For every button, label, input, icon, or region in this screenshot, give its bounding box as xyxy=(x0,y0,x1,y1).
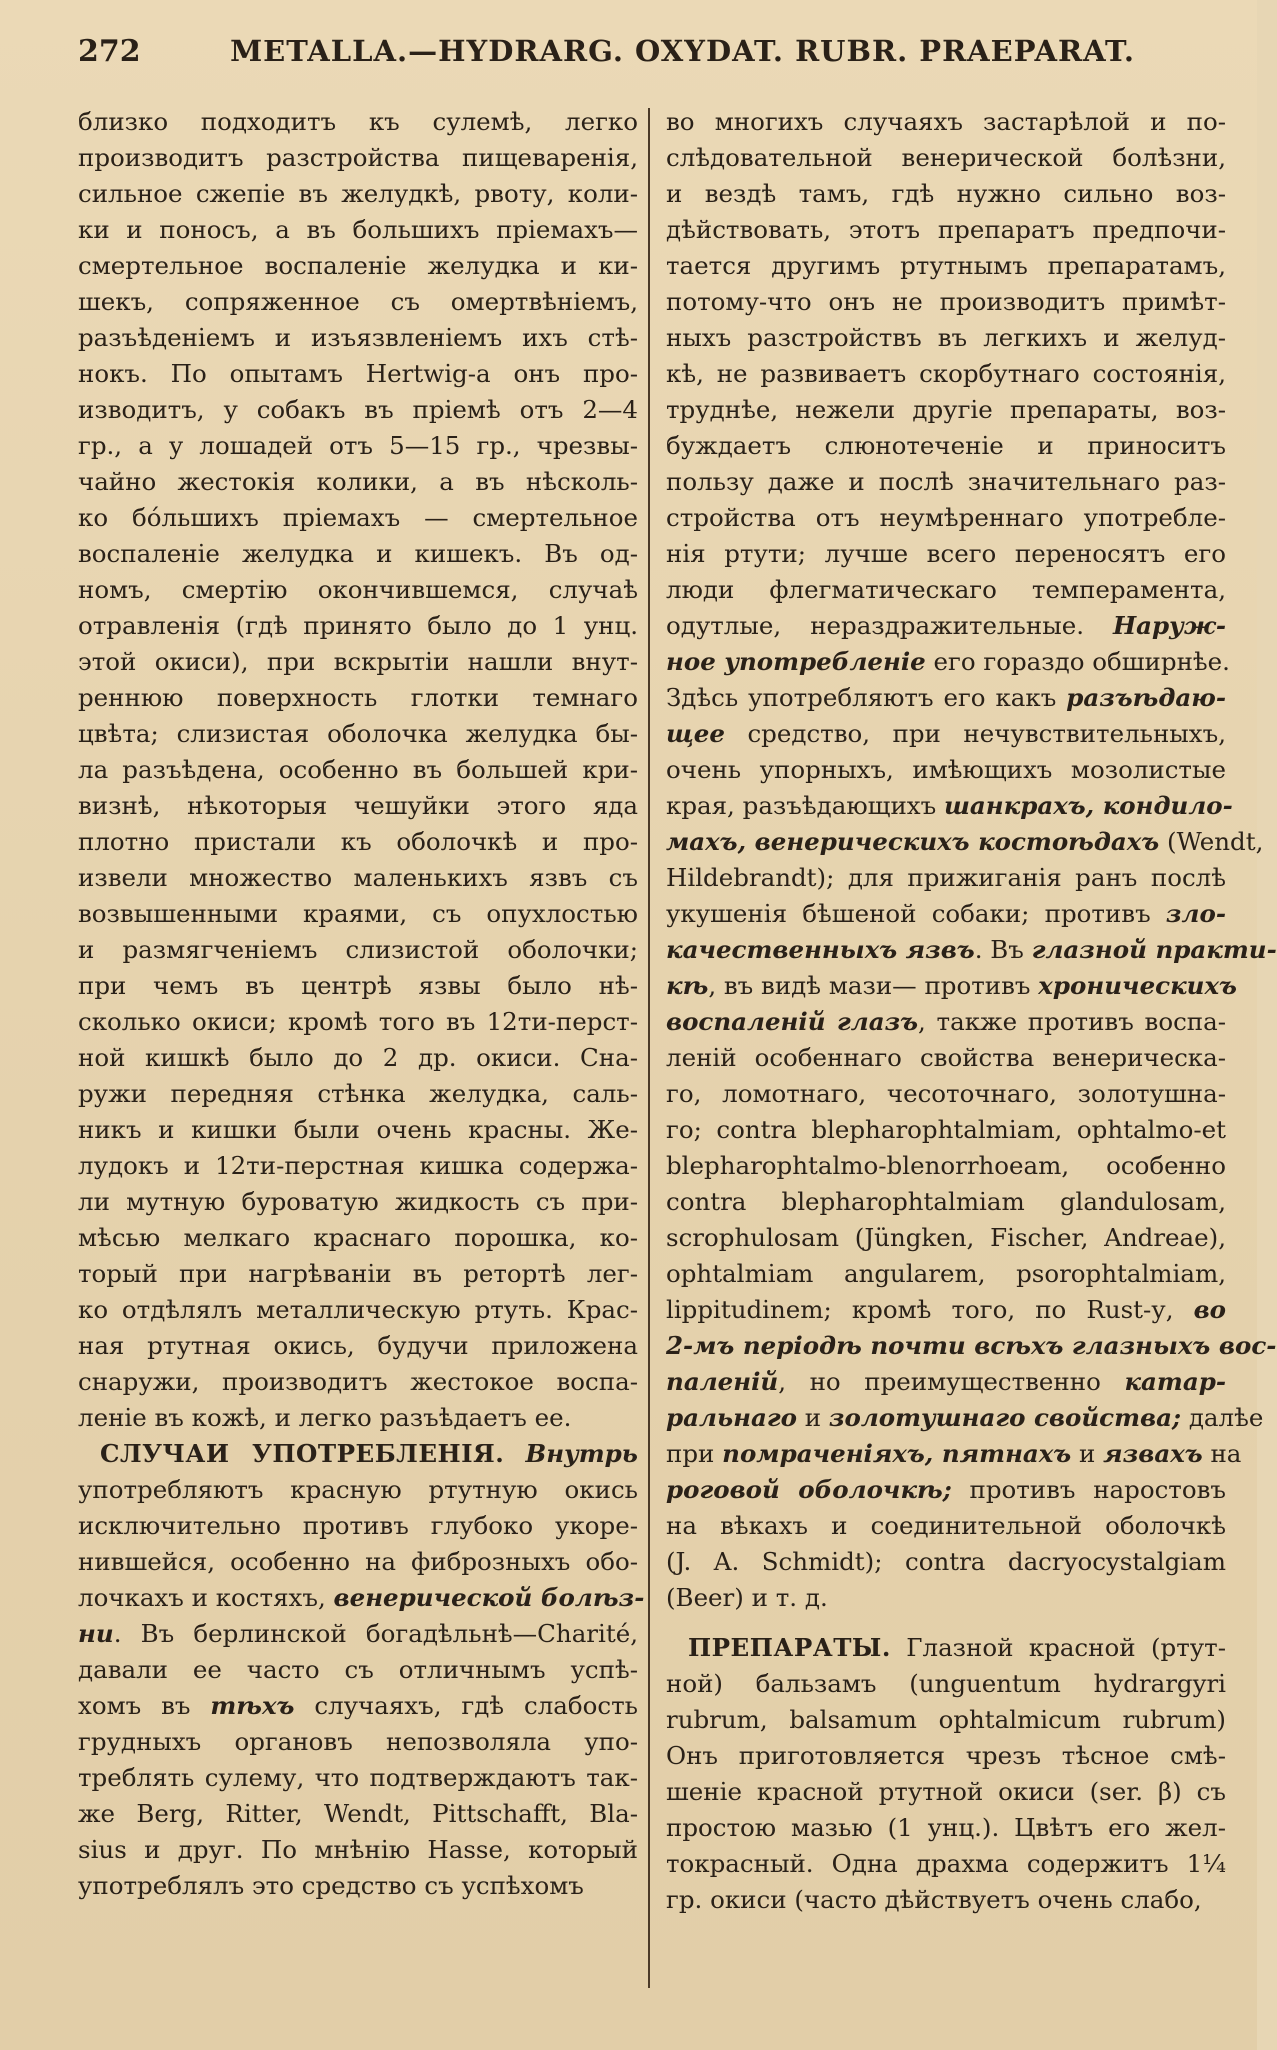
text-line xyxy=(78,1364,638,1400)
text-run: лочкахъ и костяхъ, xyxy=(78,1583,334,1612)
text-line xyxy=(78,788,638,824)
text-line xyxy=(666,500,1226,536)
text-run: тается другимъ ртутнымъ препаратамъ, xyxy=(666,251,1226,280)
text-run: употреблялъ это средство съ успѣхомъ xyxy=(78,1871,584,1900)
text-line xyxy=(666,572,1226,608)
text-line xyxy=(666,464,1226,500)
text-run: чайно жестокія колики, а въ нѣсколь- xyxy=(78,467,638,496)
text-line xyxy=(78,320,638,356)
text-line xyxy=(666,1148,1226,1184)
text-line xyxy=(666,1846,1226,1882)
text-run: (Beer) и т. д. xyxy=(666,1583,828,1612)
section-heading: СЛУЧАИ УПОТРЕБЛЕНІЯ. xyxy=(100,1439,505,1468)
text-line xyxy=(666,1702,1226,1738)
text-run: никъ и кишки были очень красны. Же- xyxy=(78,1115,638,1144)
emphasis-text: зло- xyxy=(1165,899,1226,928)
text-run: ко бóльшихъ пріемахъ — смертельное xyxy=(78,503,638,532)
text-run: гр. окиси (часто дѣйствуетъ очень слабо, xyxy=(666,1885,1202,1914)
text-run: далѣе xyxy=(1181,1403,1264,1432)
emphasis-text: качественныхъ язвъ xyxy=(666,935,975,964)
emphasis-text: Внутрь xyxy=(525,1439,638,1468)
text-run: нія ртути; лучше всего переносятъ его xyxy=(666,539,1226,568)
text-line xyxy=(666,752,1226,788)
text-line xyxy=(78,1616,638,1652)
text-line xyxy=(666,1666,1226,1702)
text-run: (Wendt, xyxy=(1159,827,1264,856)
text-run xyxy=(504,1439,525,1468)
emphasis-text: 2-мъ періодѣ почти всѣхъ глазныхъ вос- xyxy=(666,1331,1277,1360)
text-run: rubrum, balsamum ophtalmicum rubrum) xyxy=(666,1705,1226,1734)
paragraph-gap xyxy=(666,1616,1226,1630)
text-line xyxy=(78,1400,638,1436)
text-run: ная ртутная окись, будучи приложена xyxy=(78,1331,638,1360)
text-line xyxy=(666,1810,1226,1846)
text-line xyxy=(78,392,638,428)
text-run: труднѣе, нежели другіе препараты, воз- xyxy=(666,395,1226,424)
text-run: ophtalmiam angularem, psorophtalmiam, xyxy=(666,1259,1226,1288)
text-line xyxy=(666,140,1226,176)
text-run: кѣ, не развиваетъ скорбутнаго состоянія, xyxy=(666,359,1226,388)
text-line xyxy=(78,680,638,716)
emphasis-text: помраченіяхъ, пятнахъ xyxy=(722,1439,1072,1468)
text-run: (J. A. Schmidt); contra dacryocystalgiam xyxy=(666,1547,1226,1576)
text-run: на вѣкахъ и соединительной оболочкѣ xyxy=(666,1511,1226,1540)
text-line xyxy=(666,644,1230,680)
emphasis-text: щее xyxy=(666,719,725,748)
text-run: ла разъѣдена, особенно въ большей кри- xyxy=(78,755,638,784)
emphasis-text: шанкрахъ, кондило- xyxy=(943,791,1233,820)
text-run: го, ломотнаго, чесоточнаго, золотушна- xyxy=(666,1079,1226,1108)
text-run: sius и друг. По мнѣнію Hasse, который xyxy=(78,1835,638,1864)
text-run: и вездѣ тамъ, гдѣ нужно сильно воз- xyxy=(666,179,1226,208)
text-line xyxy=(78,1040,638,1076)
text-run: края, разъѣдающихъ xyxy=(666,791,944,820)
text-run: ружи передняя стѣнка желудка, саль- xyxy=(78,1079,638,1108)
text-line xyxy=(78,1868,638,1904)
page-header xyxy=(78,34,1187,82)
text-run: ки и поносъ, а въ большихъ пріемахъ— xyxy=(78,215,638,244)
text-line xyxy=(78,716,638,752)
text-run: Здѣсь употребляютъ его какъ xyxy=(666,683,1067,712)
text-line xyxy=(666,968,1237,1004)
emphasis-text: махъ, венерическихъ костоѣдахъ xyxy=(666,827,1160,856)
text-run: и xyxy=(796,1403,829,1432)
text-run: цвѣта; слизистая оболочка желудка бы- xyxy=(78,719,638,748)
text-line xyxy=(78,824,638,860)
text-line xyxy=(78,1688,638,1724)
emphasis-text: ное употребленіе xyxy=(666,647,926,676)
text-run: плотно пристали къ оболочкѣ и про- xyxy=(78,827,638,856)
text-run: ко отдѣлялъ металлическую ртуть. Крас- xyxy=(78,1295,638,1324)
text-run: треблять сулему, что подтверждаютъ так- xyxy=(78,1763,638,1792)
text-run: Онъ приготовляется чрезъ тѣсное смѣ- xyxy=(666,1741,1226,1770)
text-line xyxy=(78,1796,638,1832)
text-line xyxy=(666,680,1226,716)
text-run: противъ наростовъ xyxy=(951,1475,1226,1504)
text-line xyxy=(78,608,638,644)
text-run: contra blepharophtalmiam glandulosam, xyxy=(666,1187,1226,1216)
emphasis-text: Наруж- xyxy=(1113,611,1226,640)
text-line xyxy=(666,428,1226,464)
text-run: дѣйствовать, этотъ препаратъ предпочи- xyxy=(666,215,1226,244)
text-line xyxy=(78,752,638,788)
emphasis-text: ни xyxy=(78,1619,114,1648)
text-run: потому-что онъ не производитъ примѣт- xyxy=(666,287,1226,316)
text-line xyxy=(78,1832,638,1868)
text-run: при чемъ въ центрѣ язвы было нѣ- xyxy=(78,971,638,1000)
text-run: одутлые, нераздражительные. xyxy=(666,611,1114,640)
text-run: сильное сжепіе въ желудкѣ, рвоту, коли- xyxy=(78,179,638,208)
text-run: стройства отъ неумѣреннаго употребле- xyxy=(666,503,1226,532)
text-line xyxy=(666,1774,1226,1810)
text-line xyxy=(666,392,1226,428)
emphasis-text: тѣхъ xyxy=(210,1691,295,1720)
text-line xyxy=(666,104,1226,140)
emphasis-text: язвахъ xyxy=(1103,1439,1203,1468)
text-run: исключительно противъ глубоко укоре- xyxy=(78,1511,638,1540)
text-run: . Въ xyxy=(974,935,1032,964)
text-run: торый при нагрѣваніи въ ретортѣ лег- xyxy=(78,1259,638,1288)
text-run: нокъ. По опытамъ Hertwig-а онъ про- xyxy=(78,359,638,388)
text-line xyxy=(666,1508,1226,1544)
text-run: средство, при нечувствительныхъ, xyxy=(724,719,1226,748)
emphasis-text: роговой оболочкѣ; xyxy=(666,1475,952,1504)
text-line xyxy=(78,464,638,500)
text-line xyxy=(78,1580,645,1616)
text-run: буждаетъ слюнотеченіе и приноситъ xyxy=(666,431,1226,460)
text-line xyxy=(78,104,638,140)
section-heading: ПРЕПАРАТЫ. xyxy=(688,1633,891,1662)
emphasis-text: воспаленій глазъ xyxy=(666,1007,919,1036)
emphasis-text: паленій xyxy=(666,1367,779,1396)
column-divider xyxy=(648,108,650,1988)
text-run: Глазной красной (ртут- xyxy=(890,1633,1226,1662)
text-line xyxy=(666,1328,1277,1364)
text-line xyxy=(666,860,1226,896)
text-run: извели множество маленькихъ язвъ съ xyxy=(78,863,638,892)
text-run: случаяхъ, гдѣ слабость xyxy=(294,1691,638,1720)
text-line xyxy=(78,572,638,608)
text-line xyxy=(666,356,1226,392)
text-line xyxy=(666,788,1233,824)
text-line xyxy=(78,1256,638,1292)
text-line xyxy=(666,1076,1226,1112)
text-line xyxy=(666,1436,1242,1472)
right-text-column xyxy=(666,104,1277,1918)
text-run: scrophulosam (Jüngken, Fischer, Andreae), xyxy=(666,1223,1226,1252)
text-run: этой окиси), при вскрытіи нашли внут- xyxy=(78,647,638,676)
text-run: blepharophtalmo-blenorrhoeam, особенно xyxy=(666,1151,1226,1180)
text-line xyxy=(78,1436,638,1472)
text-run: леній особеннаго свойства венерическа- xyxy=(666,1043,1226,1072)
text-line xyxy=(666,716,1226,752)
text-line xyxy=(666,1738,1226,1774)
text-line xyxy=(78,1328,638,1364)
text-line xyxy=(666,1292,1226,1328)
text-run: реннюю поверхность глотки темнаго xyxy=(78,683,638,712)
text-run: го; contra blepharophtalmiam, ophtalmo-et xyxy=(666,1115,1226,1144)
text-run: отравленія (гдѣ принято было до 1 унц. xyxy=(78,611,638,640)
text-line xyxy=(78,1112,638,1148)
text-run: во многихъ случаяхъ застарѣлой и по- xyxy=(666,107,1226,136)
text-run: близко подходитъ къ сулемѣ, легко xyxy=(78,107,638,136)
left-text-column xyxy=(78,104,645,1904)
text-line xyxy=(78,140,638,176)
text-line xyxy=(666,1220,1226,1256)
text-line xyxy=(666,1580,1226,1616)
text-run: люди флегматическаго темперамента, xyxy=(666,575,1226,604)
text-run: лудокъ и 12ти-перстная кишка содержа- xyxy=(78,1151,638,1180)
text-line xyxy=(666,1544,1226,1580)
text-line xyxy=(78,1184,638,1220)
text-line xyxy=(78,1148,638,1184)
text-run: нившейся, особенно на фиброзныхъ обо- xyxy=(78,1547,638,1576)
text-run: визнѣ, нѣкоторыя чешуйки этого яда xyxy=(78,791,638,820)
text-run: грудныхъ органовъ непозволяла упо- xyxy=(78,1727,638,1756)
text-run: смертельное воспаленіе желудка и ки- xyxy=(78,251,638,280)
text-run: lippitudinem; кромѣ того, по Rust-у, xyxy=(666,1295,1194,1324)
text-line xyxy=(666,320,1226,356)
text-line xyxy=(78,1004,638,1040)
emphasis-text: золотушнаго свойства; xyxy=(828,1403,1182,1432)
text-line xyxy=(666,536,1226,572)
text-line xyxy=(78,248,638,284)
text-run: очень упорныхъ, имѣющихъ мозолистые xyxy=(666,755,1226,784)
text-run: производитъ разстройства пищеваренія, xyxy=(78,143,638,172)
text-run: давали ее часто съ отличнымъ успѣ- xyxy=(78,1655,638,1684)
text-run: воспаленіе желудка и кишекъ. Въ од- xyxy=(78,539,638,568)
text-run: разъѣденіемъ и изъязвленіемъ ихъ стѣ- xyxy=(78,323,638,352)
text-run: и xyxy=(1071,1439,1104,1468)
text-line xyxy=(78,1652,638,1688)
text-run: пользу даже и послѣ значительнаго раз- xyxy=(666,467,1226,496)
text-run: токрасный. Одна драхма содержитъ 1¼ xyxy=(666,1849,1226,1878)
text-run: ныхъ разстройствъ въ легкихъ и желуд- xyxy=(666,323,1226,352)
text-line xyxy=(78,1724,638,1760)
text-line xyxy=(666,1184,1226,1220)
text-run: укушенія бѣшеной собаки; противъ xyxy=(666,899,1166,928)
text-run: изводитъ, у собакъ въ пріемѣ отъ 2—4 xyxy=(78,395,638,424)
text-run: слѣдовательной венерической болѣзни, xyxy=(666,143,1226,172)
page-number: 272 xyxy=(78,34,141,69)
text-run: употребляютъ красную ртутную окись xyxy=(78,1475,638,1504)
text-run: номъ, смертію окончившемся, случаѣ xyxy=(78,575,638,604)
text-line xyxy=(78,860,638,896)
emphasis-text: ральнаго xyxy=(666,1403,797,1432)
text-run: при xyxy=(666,1439,723,1468)
text-run: гр., а у лошадей отъ 5—15 гр., чрезвы- xyxy=(78,431,638,460)
text-line xyxy=(78,1220,638,1256)
text-run: же Berg, Ritter, Wendt, Pittschafft, Bla- xyxy=(78,1799,638,1828)
emphasis-text: глазной практи- xyxy=(1031,935,1277,964)
text-line xyxy=(78,212,638,248)
text-run: Hildebrandt); для прижиганія ранъ послѣ xyxy=(666,863,1226,892)
text-run: его гораздо обширнѣе. xyxy=(925,647,1230,676)
text-line xyxy=(78,536,638,572)
text-run: простою мазью (1 унц.). Цвѣтъ его жел- xyxy=(666,1813,1226,1842)
emphasis-text: кѣ xyxy=(666,971,709,1000)
text-line xyxy=(666,932,1277,968)
text-line xyxy=(666,212,1226,248)
text-run: ли мутную буроватую жидкость съ при- xyxy=(78,1187,638,1216)
text-line xyxy=(666,1040,1226,1076)
text-line xyxy=(666,284,1226,320)
text-run: , въ видѣ мази— противъ xyxy=(708,971,1039,1000)
emphasis-text: во xyxy=(1193,1295,1226,1324)
text-run: , но преимущественно xyxy=(778,1367,1125,1396)
text-run: на xyxy=(1202,1439,1242,1468)
text-line xyxy=(666,1112,1226,1148)
text-line xyxy=(666,1364,1226,1400)
text-line xyxy=(78,1544,638,1580)
text-line xyxy=(666,1400,1264,1436)
text-run: сколько окиси; кромѣ того въ 12ти-перст- xyxy=(78,1007,638,1036)
text-line xyxy=(78,284,638,320)
text-run: ной) бальзамъ (unguentum hydrargyri xyxy=(666,1669,1226,1698)
text-line xyxy=(78,896,638,932)
emphasis-text: разъѣдаю- xyxy=(1066,683,1226,712)
text-run: шеніе красной ртутной окиси (ser. β) съ xyxy=(666,1777,1226,1806)
text-line xyxy=(666,896,1226,932)
text-run: снаружи, производитъ жестокое воспа- xyxy=(78,1367,638,1396)
text-line xyxy=(78,1472,638,1508)
text-line xyxy=(666,1256,1226,1292)
text-line xyxy=(666,1882,1226,1918)
text-line xyxy=(78,932,638,968)
text-line xyxy=(666,1472,1226,1508)
emphasis-text: венерической болѣз- xyxy=(333,1583,645,1612)
running-title: METALLA.—HYDRARG. OXYDAT. RUBR. PRAEPARAT. xyxy=(230,34,1135,68)
text-run: леніе въ кожѣ, и легко разъѣдаетъ ее. xyxy=(78,1403,572,1432)
text-run: ной кишкѣ было до 2 др. окиси. Сна- xyxy=(78,1043,638,1072)
text-run: , также противъ воспа- xyxy=(918,1007,1227,1036)
text-run: и размягченіемъ слизистой оболочки; xyxy=(78,935,638,964)
text-line xyxy=(78,176,638,212)
text-line xyxy=(78,1076,638,1112)
emphasis-text: хроническихъ xyxy=(1038,971,1237,1000)
text-run: возвышенными краями, съ опухлостью xyxy=(78,899,638,928)
text-line xyxy=(666,1630,1226,1666)
text-line xyxy=(666,176,1226,212)
text-line xyxy=(78,968,638,1004)
text-line xyxy=(666,608,1226,644)
text-line xyxy=(78,1760,638,1796)
text-run: . Въ берлинской богадѣльнѣ—Charité, xyxy=(113,1619,638,1648)
text-run: хомъ въ xyxy=(78,1691,211,1720)
text-line xyxy=(666,1004,1226,1040)
text-line xyxy=(78,644,638,680)
text-line xyxy=(78,1508,638,1544)
text-line xyxy=(78,500,638,536)
text-run: мѣсью мелкаго краснаго порошка, ко- xyxy=(78,1223,638,1252)
emphasis-text: катар- xyxy=(1124,1367,1226,1396)
text-line xyxy=(666,248,1226,284)
text-run: шекъ, сопряженное съ омертвѣніемъ, xyxy=(78,287,638,316)
text-line xyxy=(78,356,638,392)
text-line xyxy=(78,1292,638,1328)
text-line xyxy=(666,824,1264,860)
text-line xyxy=(78,428,638,464)
